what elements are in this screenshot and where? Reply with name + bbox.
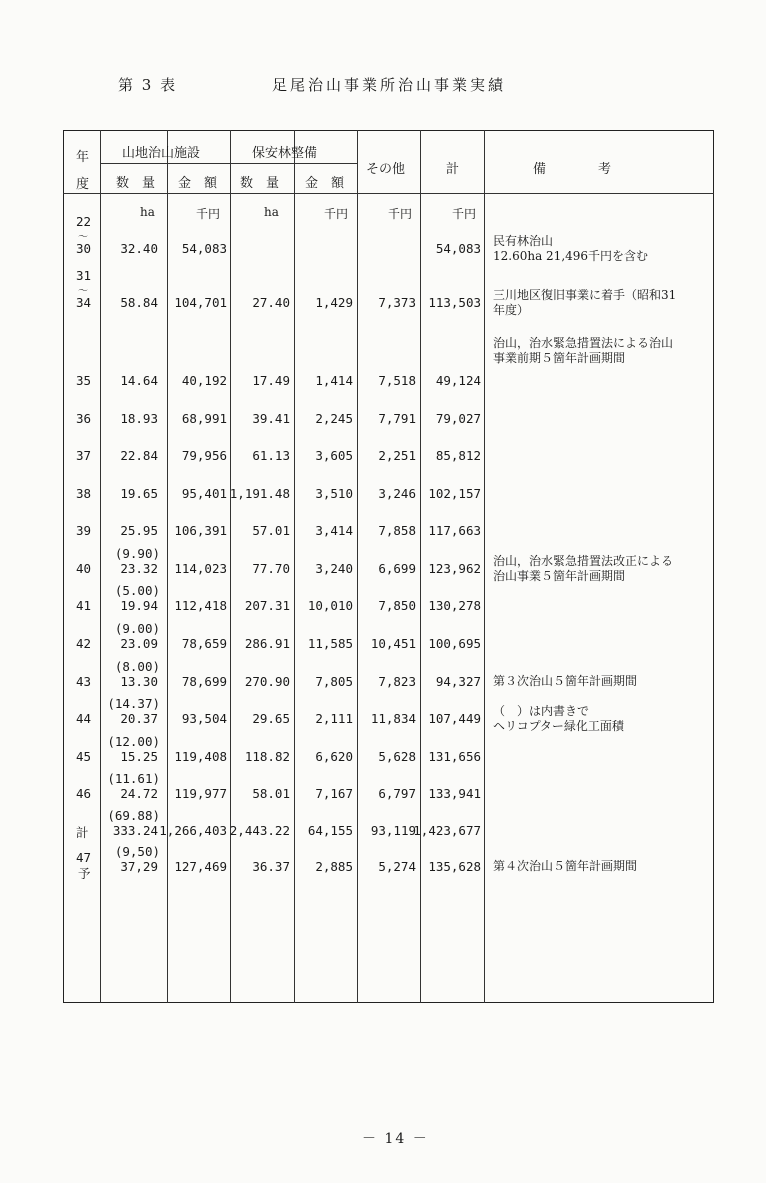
- header-qty-1: 数 量: [116, 176, 156, 191]
- remark-text: [493, 674, 637, 689]
- value-a2: 6,620: [315, 749, 353, 764]
- remark-line: （ ）は内書きで: [493, 704, 590, 718]
- value-q1: 19.94: [120, 598, 158, 613]
- remark-text: [493, 288, 676, 318]
- year-cell: 41: [76, 598, 92, 613]
- value-a1: 114,023: [174, 561, 227, 576]
- value-q2: 77.70: [252, 561, 290, 576]
- year-cell: 予: [78, 866, 91, 881]
- value-a1: 93,504: [181, 711, 227, 726]
- value-other: 7,850: [378, 598, 416, 613]
- value-total: 130,278: [428, 598, 481, 613]
- value-q1: 23.09: [120, 636, 158, 651]
- value-a1: 68,991: [181, 411, 227, 426]
- remark-text: [493, 704, 624, 734]
- value-a2: 3,605: [315, 448, 353, 463]
- value-other: 7,518: [378, 373, 416, 388]
- year-cell: 45: [76, 749, 92, 764]
- value-q2: 1,191.48: [229, 486, 290, 501]
- value-total: 133,941: [428, 786, 481, 801]
- value-other: 5,628: [378, 749, 416, 764]
- year-cell: 22: [76, 214, 92, 229]
- value-q1: 333.24: [112, 823, 158, 838]
- value-q2: 61.13: [252, 448, 290, 463]
- value-a2: 1,414: [315, 373, 353, 388]
- value-q1: 23.32: [120, 561, 158, 576]
- header-qty-2: 数 量: [240, 176, 280, 191]
- value-q2: 2,443.22: [229, 823, 290, 838]
- year-cell: 〜: [78, 232, 88, 243]
- value-total: 102,157: [428, 486, 481, 501]
- value-q1: 20.37: [120, 711, 158, 726]
- value-q2: 286.91: [244, 636, 290, 651]
- value-a1: 40,192: [181, 373, 227, 388]
- remark-line: 事業前期５箇年計画期間: [493, 351, 626, 365]
- value-q2: 270.90: [244, 674, 290, 689]
- value-q1: 37,29: [120, 859, 158, 874]
- value-a1: 79,956: [181, 448, 227, 463]
- year-cell: 46: [76, 786, 92, 801]
- value-a2: 1,429: [315, 295, 353, 310]
- value-a1: 78,659: [181, 636, 227, 651]
- year-cell: 34: [76, 295, 92, 310]
- heli-area-value: (8.00): [114, 659, 160, 674]
- value-a2: 3,510: [315, 486, 353, 501]
- header-forest: 保安林整備: [252, 146, 318, 161]
- value-a1: 119,977: [174, 786, 227, 801]
- year-cell: 36: [76, 411, 92, 426]
- value-a1: 119,408: [174, 749, 227, 764]
- year-cell: 42: [76, 636, 92, 651]
- year-cell: 35: [76, 373, 92, 388]
- value-q2: 29.65: [252, 711, 290, 726]
- value-total: 113,503: [428, 295, 481, 310]
- year-cell: 47: [76, 850, 92, 865]
- value-q1: 19.65: [120, 486, 158, 501]
- year-cell: 計: [76, 825, 89, 840]
- year-cell: 37: [76, 448, 92, 463]
- header-amt-1: 金 額: [178, 176, 218, 191]
- value-q1: 18.93: [120, 411, 158, 426]
- table-label: 第 3 表: [118, 76, 178, 94]
- heli-area-value: (11.61): [107, 771, 160, 786]
- value-a2: 11,585: [307, 636, 353, 651]
- header-sub-divider: [100, 163, 357, 164]
- year-cell: 39: [76, 523, 92, 538]
- value-a1: 78,699: [181, 674, 227, 689]
- value-a2: 2,885: [315, 859, 353, 874]
- value-other: 7,373: [378, 295, 416, 310]
- col-divider: [100, 130, 101, 1003]
- value-a2: 3,240: [315, 561, 353, 576]
- heli-area-value: (5.00): [114, 583, 160, 598]
- value-other: 7,858: [378, 523, 416, 538]
- value-total: 79,027: [435, 411, 481, 426]
- heli-area-value: (9.00): [114, 621, 160, 636]
- col-divider: [484, 130, 485, 1003]
- value-q2: 118.82: [244, 749, 290, 764]
- remark-line: 年度）: [493, 303, 530, 317]
- value-q1: 24.72: [120, 786, 158, 801]
- remark-line: 三川地区復旧事業に着手（昭和31: [493, 288, 677, 302]
- value-total: 131,656: [428, 749, 481, 764]
- heli-area-value: (9,50): [114, 844, 160, 859]
- remark-text: [493, 336, 673, 366]
- value-total: 100,695: [428, 636, 481, 651]
- col-divider: [230, 130, 231, 1003]
- year-cell: 31: [76, 268, 92, 283]
- value-other: 10,451: [370, 636, 416, 651]
- value-other: 11,834: [370, 711, 416, 726]
- col-divider: [357, 130, 358, 1003]
- col-divider: [167, 130, 168, 1003]
- header-mountain: 山地治山施設: [122, 146, 201, 161]
- heli-area-value: (14.37): [107, 696, 160, 711]
- value-q2: 27.40: [252, 295, 290, 310]
- remark-line: 第４次治山５箇年計画期間: [493, 859, 638, 873]
- value-q2: 58.01: [252, 786, 290, 801]
- value-q2: 207.31: [244, 598, 290, 613]
- value-a1: 127,469: [174, 859, 227, 874]
- value-total: 49,124: [435, 373, 481, 388]
- value-total: 107,449: [428, 711, 481, 726]
- value-q2: 57.01: [252, 523, 290, 538]
- value-a2: 7,167: [315, 786, 353, 801]
- value-other: 93,119: [370, 823, 416, 838]
- value-total: 123,962: [428, 561, 481, 576]
- header-year-2: 度: [76, 177, 90, 192]
- remark-text: [493, 859, 637, 874]
- remark-line: 治山，治水緊急措置法による治山: [493, 336, 674, 350]
- unit-ha-2: ha: [264, 205, 279, 219]
- value-other: 7,823: [378, 674, 416, 689]
- value-q1: 15.25: [120, 749, 158, 764]
- value-other: 2,251: [378, 448, 416, 463]
- unit-yen-4: 千円: [452, 207, 477, 221]
- value-a2: 2,111: [315, 711, 353, 726]
- value-other: 3,246: [378, 486, 416, 501]
- value-a1: 54,083: [181, 241, 227, 256]
- heli-area-value: (69.88): [107, 808, 160, 823]
- value-q2: 17.49: [252, 373, 290, 388]
- value-a2: 7,805: [315, 674, 353, 689]
- value-total: 94,327: [435, 674, 481, 689]
- value-q1: 58.84: [120, 295, 158, 310]
- value-total: 117,663: [428, 523, 481, 538]
- remark-line: 治山，治水緊急措置法改正による: [493, 554, 674, 568]
- col-divider: [420, 130, 421, 1003]
- remark-line: 12.60ha 21,496千円を含む: [493, 249, 649, 263]
- unit-yen-2: 千円: [324, 207, 349, 221]
- year-cell: 43: [76, 674, 92, 689]
- value-q2: 36.37: [252, 859, 290, 874]
- value-a2: 64,155: [307, 823, 353, 838]
- unit-yen-3: 千円: [388, 207, 413, 221]
- value-other: 7,791: [378, 411, 416, 426]
- remark-text: [493, 554, 673, 584]
- value-a2: 10,010: [307, 598, 353, 613]
- table-title: 足尾治山事業所治山事業実績: [272, 76, 507, 94]
- remark-text: [493, 234, 648, 264]
- value-q1: 14.64: [120, 373, 158, 388]
- value-a2: 3,414: [315, 523, 353, 538]
- remark-line: 治山事業５箇年計画期間: [493, 569, 626, 583]
- header-year: 年: [76, 150, 90, 165]
- value-q1: 13.30: [120, 674, 158, 689]
- value-other: 6,699: [378, 561, 416, 576]
- value-other: 6,797: [378, 786, 416, 801]
- value-a2: 2,245: [315, 411, 353, 426]
- value-q1: 32.40: [120, 241, 158, 256]
- year-cell: 40: [76, 561, 92, 576]
- remark-line: 第３次治山５箇年計画期間: [493, 674, 638, 688]
- year-cell: 44: [76, 711, 92, 726]
- header-total: 計: [446, 162, 460, 177]
- value-q1: 25.95: [120, 523, 158, 538]
- unit-yen-1: 千円: [196, 207, 221, 221]
- col-divider: [294, 130, 295, 1003]
- value-q1: 22.84: [120, 448, 158, 463]
- remark-line: ヘリコプター緑化工面積: [493, 719, 624, 733]
- value-a1: 95,401: [181, 486, 227, 501]
- value-total: 1,423,677: [413, 823, 481, 838]
- year-cell: 〜: [78, 286, 88, 297]
- remark-line: 民有林治山: [493, 234, 554, 248]
- header-amt-2: 金 額: [305, 176, 345, 191]
- value-total: 54,083: [435, 241, 481, 256]
- value-a1: 104,701: [174, 295, 227, 310]
- year-cell: 38: [76, 486, 92, 501]
- year-cell: 30: [76, 241, 92, 256]
- value-total: 135,628: [428, 859, 481, 874]
- value-other: 5,274: [378, 859, 416, 874]
- page-number: － 14 －: [362, 1131, 429, 1147]
- value-total: 85,812: [435, 448, 481, 463]
- value-a1: 112,418: [174, 598, 227, 613]
- header-bottom-line: [63, 193, 714, 194]
- heli-area-value: (9.90): [114, 546, 160, 561]
- header-other: その他: [366, 162, 406, 177]
- unit-ha-1: ha: [140, 205, 155, 219]
- value-q2: 39.41: [252, 411, 290, 426]
- header-remarks: 備 考: [533, 162, 612, 177]
- heli-area-value: (12.00): [107, 734, 160, 749]
- value-a1: 1,266,403: [159, 823, 227, 838]
- value-a1: 106,391: [174, 523, 227, 538]
